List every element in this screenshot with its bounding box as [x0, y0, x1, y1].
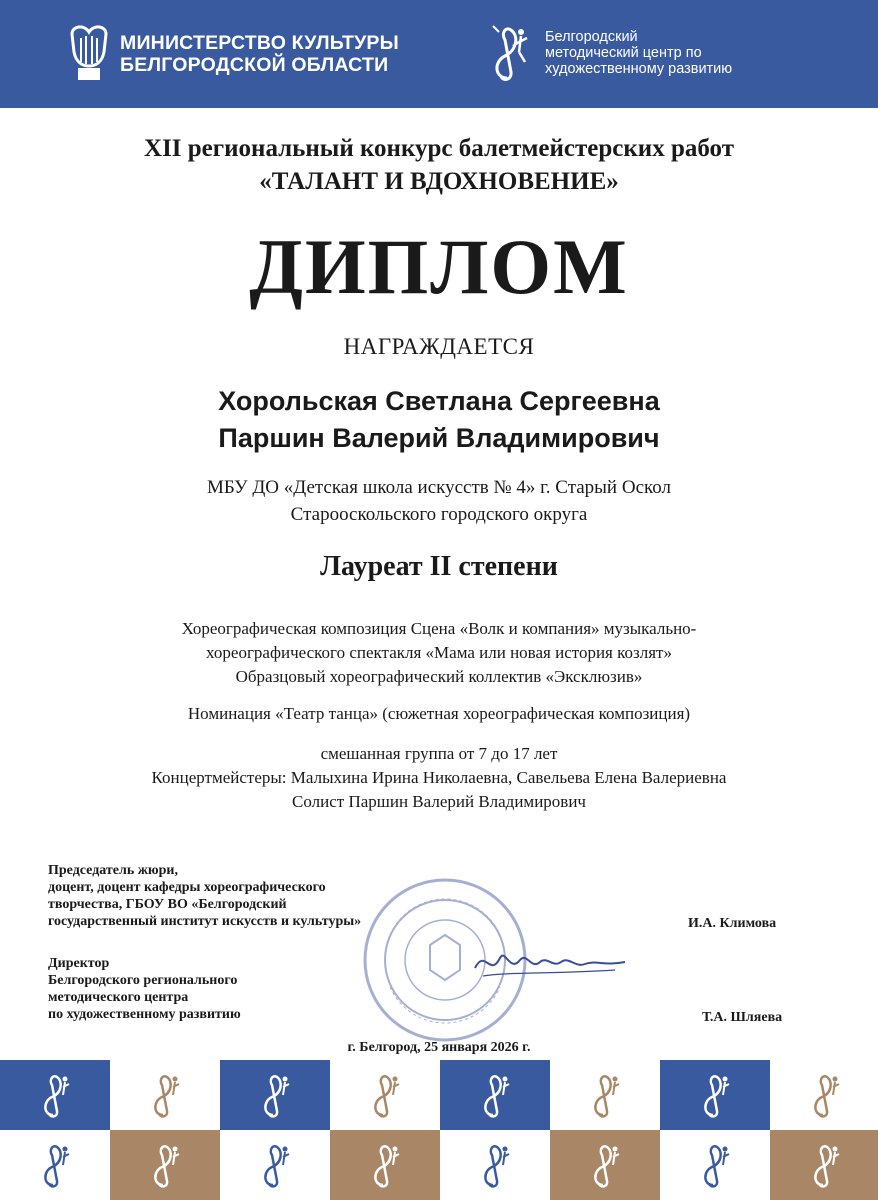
jury-chair-block: Председатель жюри, доцент, доцент кафедры хореографического творчества, ГБОУ ВО «Белгородский государственный институт искусств и культуры» [48, 863, 362, 929]
accompanists-line: Концертмейстеры: Малыхина Ирина Николаевна, Савельева Елена Валериевна [151, 768, 727, 787]
clef-icon [147, 1141, 183, 1189]
pattern-tile [220, 1130, 330, 1200]
clef-icon [697, 1141, 733, 1189]
clef-icon [367, 1141, 403, 1189]
pattern-tile [110, 1130, 220, 1200]
ministry-logo [66, 22, 399, 86]
awarded-label: НАГРАЖДАЕТСЯ [343, 334, 535, 359]
contest-name: «ТАЛАНТ И ВДОХНОВЕНИЕ» [259, 168, 619, 195]
clef-icon [477, 1071, 513, 1119]
pattern-tile [0, 1060, 110, 1130]
clef-icon [587, 1071, 623, 1119]
pattern-tile [770, 1060, 878, 1130]
clef-icon [477, 1141, 513, 1189]
city-date: г. Белгород, 25 января 2026 г. [347, 1040, 531, 1055]
clef-icon [257, 1071, 293, 1119]
director-name: Т.А. Шляева [702, 1010, 783, 1025]
clef-icon [147, 1071, 183, 1119]
organization-line: МБУ ДО «Детская школа искусств № 4» г. Старый Оскол [207, 477, 671, 498]
ministry-name: МИНИСТЕРСТВО КУЛЬТУРЫ БЕЛГОРОДСКОЙ ОБЛАСТИ [120, 32, 399, 76]
jury-chair-name: И.А. Климова [688, 916, 777, 931]
pattern-tile [0, 1130, 110, 1200]
pattern-tile [220, 1060, 330, 1130]
clef-icon [37, 1141, 73, 1189]
clef-icon [697, 1071, 733, 1119]
pattern-tile [550, 1060, 660, 1130]
method-center-logo [485, 22, 732, 84]
recipient-name: Паршин Валерий Владимирович [218, 423, 660, 453]
handwritten-signature [465, 938, 635, 988]
clef-icon [807, 1141, 843, 1189]
recipient-name: Хорольская Светлана Сергеевна [218, 386, 660, 416]
composition-line: хореографического спектакля «Мама или новая история козлят» [206, 643, 672, 662]
award-title: Лауреат II степени [320, 551, 558, 582]
clef-icon [367, 1071, 403, 1119]
clef-icon [257, 1141, 293, 1189]
clef-icon [587, 1141, 623, 1189]
collective-line: Образцовый хореографический коллектив «Эксклюзив» [235, 667, 643, 686]
group-line: смешанная группа от 7 до 17 лет [320, 744, 558, 763]
soloist-line: Солист Паршин Валерий Владимирович [292, 792, 586, 811]
organization-line: Старооскольского городского округа [290, 504, 588, 525]
pattern-tile [660, 1060, 770, 1130]
pattern-tile [660, 1130, 770, 1200]
pattern-tile [110, 1060, 220, 1130]
pattern-tile [770, 1130, 878, 1200]
composition-line: Хореографическая композиция Сцена «Волк и компания» музыкально- [181, 619, 697, 638]
clef-icon [37, 1071, 73, 1119]
method-center-name: Белгородский методический центр по художественному развитию [545, 29, 733, 77]
treble-clef-dancer-icon [485, 22, 535, 84]
nomination-line: Номинация «Театр танца» (сюжетная хореографическая композиция) [187, 704, 691, 723]
header-bar [0, 0, 878, 108]
pattern-tile [330, 1130, 440, 1200]
pattern-tile [550, 1130, 660, 1200]
pattern-tile [330, 1060, 440, 1130]
contest-title: XII региональный конкурс балетмейстерских работ [144, 135, 734, 162]
pattern-tile [440, 1130, 550, 1200]
pattern-tile [440, 1060, 550, 1130]
lyre-icon [66, 22, 112, 86]
director-block: Директор Белгородского регионального методического центра по художественному развитию [48, 956, 241, 1022]
diploma-heading: ДИПЛОМ [249, 223, 629, 310]
bottom-pattern [0, 1060, 878, 1200]
clef-icon [807, 1071, 843, 1119]
